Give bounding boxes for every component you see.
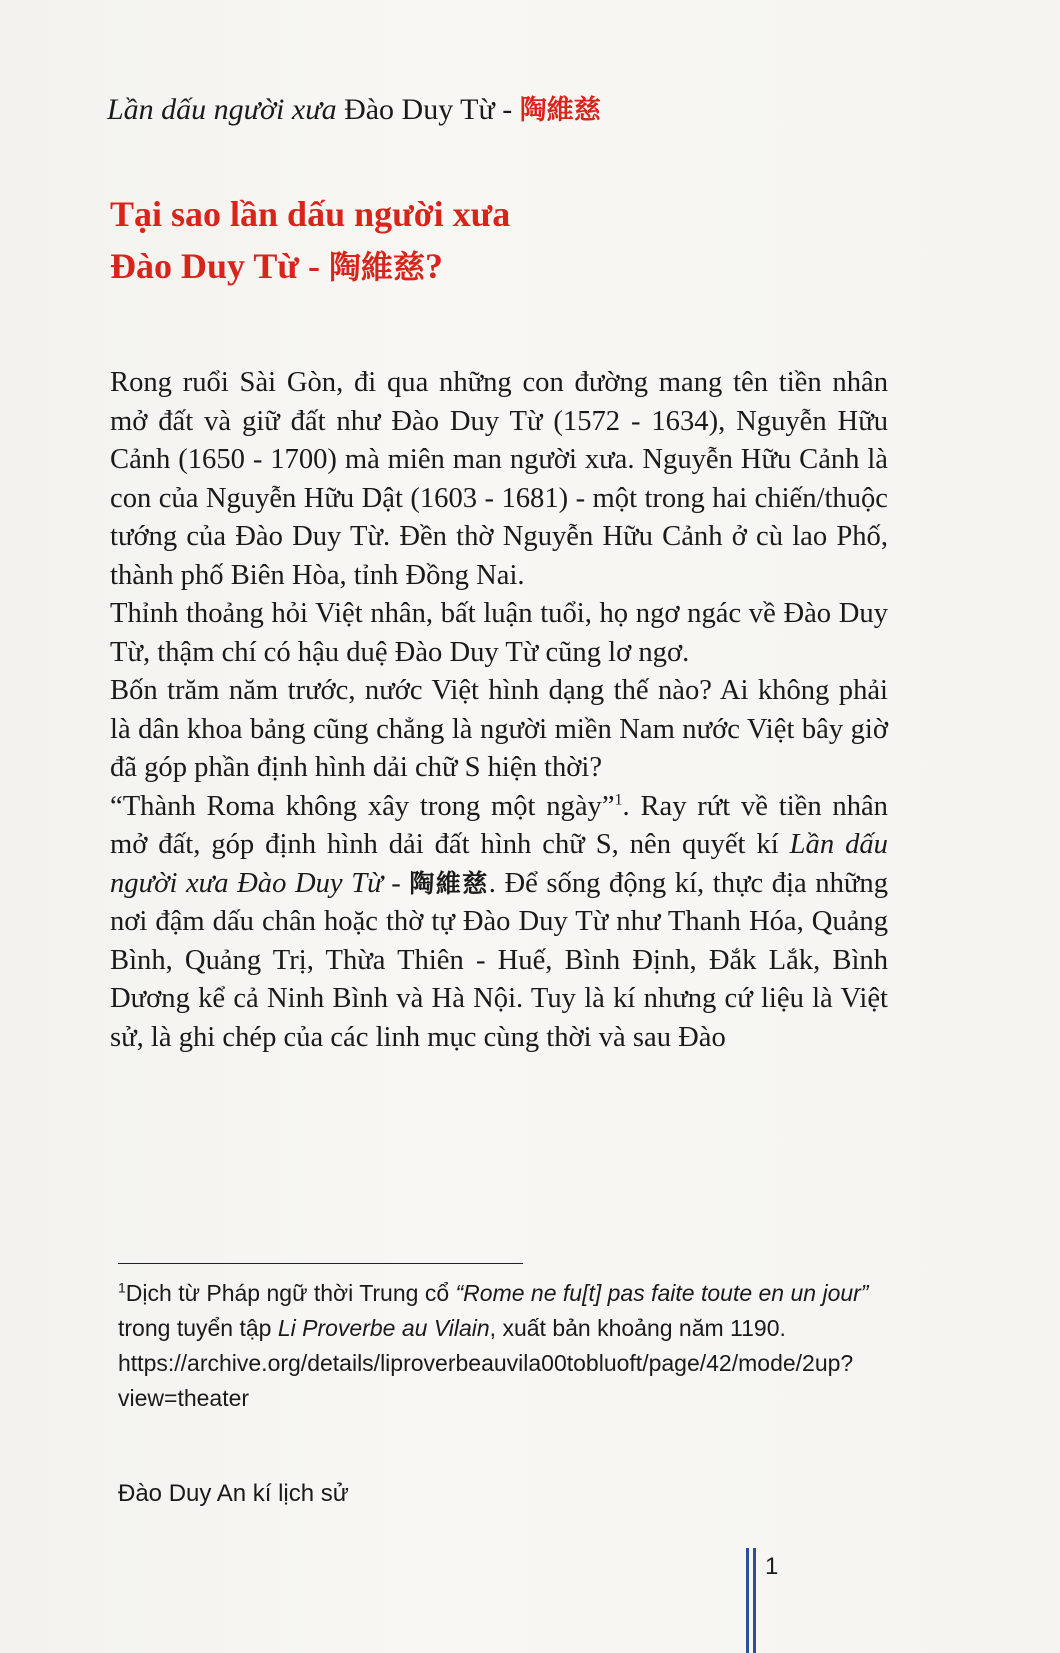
chapter-title xyxy=(110,188,510,293)
footnote-divider xyxy=(118,1263,523,1264)
title-line-1: Tại sao lần dấu người xưa xyxy=(110,194,511,234)
paragraph-1: Rong ruổi Sài Gòn, đi qua những con đường mang tên tiền nhân mở đất và giữ đất như Đào Duy Từ (1572 - 1634), Nguyễn Hữu Cảnh (1650 - 1700) mà miên man người xưa. Nguyễn Hữu Cảnh là con của Nguyễn Hữu Dật (1603 - 1681) - một trong hai chiến/thuộc tướng của Đào Duy Từ. Đền thờ Nguyễn Hữu Cảnh ở cù lao Phố, thành phố Biên Hòa, tỉnh Đồng Nai. xyxy=(110,367,888,591)
running-header xyxy=(107,88,601,127)
footnote-url[interactable]: https://archive.org/details/liproverbeauvila00tobluoft/page/42/mode/2up?view=theater xyxy=(118,1350,854,1411)
title-line-2-text: Đào Duy Từ - xyxy=(110,246,329,286)
footnote-a: Dịch từ Pháp ngữ thời Trung cổ xyxy=(125,1280,456,1306)
header-han: 陶維慈 xyxy=(519,95,601,126)
footnote-ref[interactable]: 1 xyxy=(614,790,623,808)
body-text xyxy=(110,364,888,1057)
paragraph-3: Bốn trăm năm trước, nước Việt hình dạng thế nào? Ai không phải là dân khoa bảng cũng chẳng là người miền Nam nước Việt bây giờ đã góp phần định hình dải chữ S hiện thời? xyxy=(110,675,888,783)
footnote-number: 1 xyxy=(118,1279,126,1296)
paragraph-4-a: . Ray rứt về tiền nhân mở đất, góp định hình dải đất hình chữ S, nên quyết kí xyxy=(110,790,888,860)
title-line-2-han: 陶維慈 xyxy=(328,248,425,286)
book-title-italic: Lần dấu người xưa Đào Duy Từ xyxy=(110,829,888,899)
paragraph-4-b: . Để sống động kí, thực địa những nơi đậm dấu chân hoặc thờ tự Đào Duy Từ như Thanh Hóa, Quảng Bình, Quảng Trị, Thừa Thiên - Huế, Bình Định, Đắk Lắk, Bình Dương kể cả Ninh Bình và Hà Nội. Tuy là kí nhưng cứ liệu là Việt sử, là ghi chép của các linh mục cùng thời và sau Đào xyxy=(110,867,888,1053)
header-name: Đào Duy Từ - xyxy=(344,93,520,126)
footnote-b: trong tuyển tập xyxy=(118,1315,278,1341)
book-title-han: 陶維慈 xyxy=(409,868,489,898)
paragraph-4-dash: - xyxy=(382,867,410,899)
footnote xyxy=(118,1276,908,1416)
footnote-text xyxy=(118,1276,908,1346)
footnote-quote: “Rome ne fu[t] pas faite toute en un jour” xyxy=(455,1280,869,1306)
footnote-c: , xuất bản khoảng năm 1190. xyxy=(489,1315,786,1341)
page-number-bar xyxy=(753,1548,756,1653)
footer-author: Đào Duy An kí lịch sử xyxy=(118,1480,349,1507)
page-number-bar xyxy=(746,1548,749,1653)
footnote-source-title: Li Proverbe au Vilain xyxy=(277,1315,490,1341)
paragraph-4 xyxy=(110,788,888,1058)
paragraph-2: Thỉnh thoảng hỏi Việt nhân, bất luận tuổi, họ ngơ ngác về Đào Duy Từ, thậm chí có hậu duệ Đào Duy Từ cũng lơ ngơ. xyxy=(110,598,888,668)
roma-quote: “Thành Roma không xây trong một ngày” xyxy=(110,790,615,822)
page-number: 1 xyxy=(765,1553,779,1580)
header-italic: Lần dấu người xưa xyxy=(107,93,345,126)
title-line-2 xyxy=(110,240,510,293)
title-line-2-end: ? xyxy=(425,246,443,286)
